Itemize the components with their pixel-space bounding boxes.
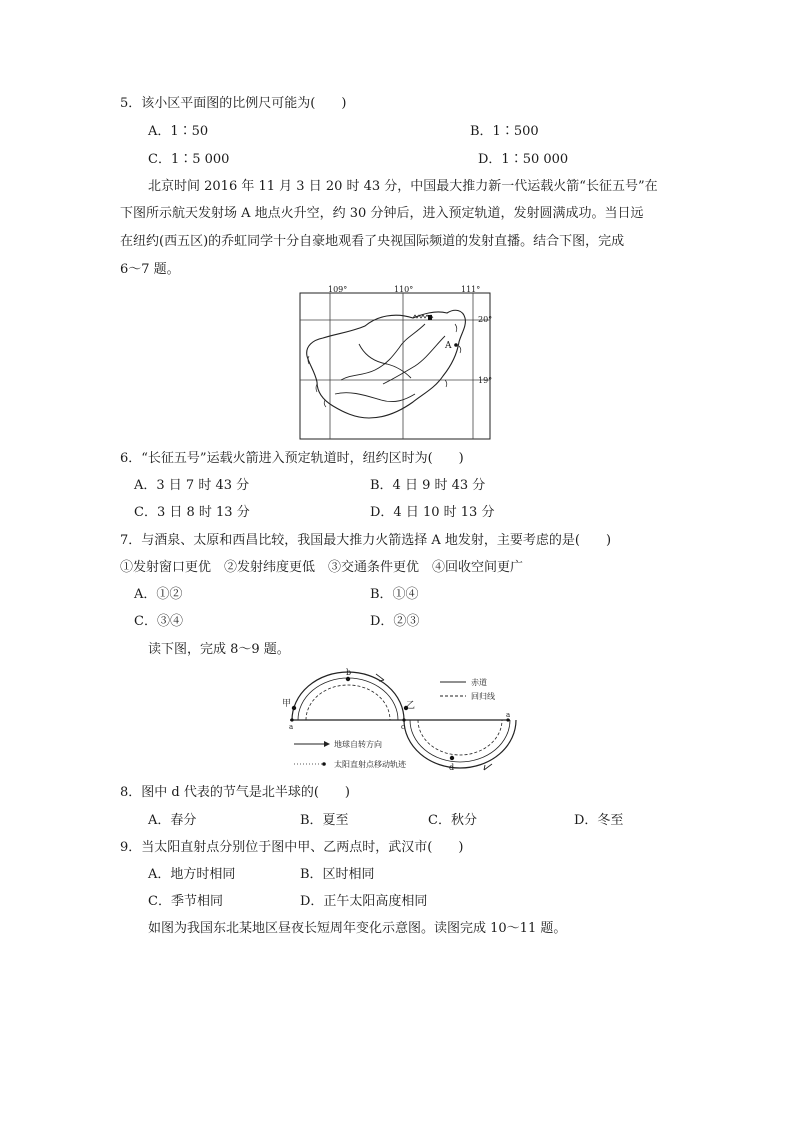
label-a-left: a — [289, 723, 294, 731]
lon-109-label: 109° — [328, 285, 348, 294]
sun-track-diagram — [280, 664, 520, 776]
q6-option-b: B．4 日 9 时 43 分 — [370, 478, 486, 493]
q6-option-c: C．3 日 8 时 13 分 — [134, 505, 250, 520]
intro-q8-9: 读下图，完成 8～9 题。 — [148, 642, 290, 657]
q7-option-a: A．①② — [134, 587, 183, 602]
q5-option-a: A．1∶50 — [148, 124, 209, 139]
q6-option-a: A．3 日 7 时 43 分 — [134, 478, 250, 493]
legend-tropic-label: 回归线 — [471, 692, 495, 701]
passage1-line3: 在纽约(西五区)的乔虹同学十分自豪地观看了央视国际频道的发射直播。结合下图，完成 — [120, 234, 625, 249]
point-a-left — [290, 718, 293, 721]
intro-q10-11: 如图为我国东北某地区昼夜长短周年变化示意图。读图完成 10～11 题。 — [148, 921, 567, 936]
point-c — [402, 718, 405, 721]
q5-option-b: B．1∶500 — [470, 124, 539, 139]
q7-stem: 7．与酒泉、太原和西昌比较，我国最大推力火箭选择 A 地发射，主要考虑的是( ) — [120, 533, 612, 548]
lower-tropic-arc — [418, 720, 502, 755]
q9-stem: 9．当太阳直射点分别位于图中甲、乙两点时，武汉市( ) — [120, 840, 464, 855]
passage1-line1: 北京时间 2016 年 11 月 3 日 20 时 43 分，中国最大推力新一代运载火箭“长征五号”在 — [148, 179, 658, 194]
legend-equator-label: 赤道 — [471, 678, 487, 687]
river-1 — [341, 324, 425, 380]
label-d: d — [449, 763, 455, 772]
label-c: c — [401, 723, 405, 731]
q5-option-c: C．1∶5 000 — [148, 152, 230, 167]
hainan-map — [295, 284, 495, 442]
launch-site-a-dot — [454, 343, 458, 347]
lower-direction-arrow — [484, 764, 492, 770]
q9-option-d: D．正午太阳高度相同 — [300, 894, 428, 909]
legend-track-label: 太阳直射点移动轨迹 — [334, 760, 406, 769]
lat-19-label: 19° — [478, 376, 493, 385]
lon-111-label: 111° — [461, 285, 481, 294]
q5-option-d: D．1∶50 000 — [478, 152, 569, 167]
q7-option-d: D．②③ — [370, 614, 420, 629]
river-2 — [383, 336, 445, 384]
point-d — [450, 756, 454, 760]
upper-track-inner — [298, 678, 398, 720]
q5-stem: 5．该小区平面图的比例尺可能为( ) — [120, 96, 347, 111]
lower-track-arc — [404, 720, 516, 768]
haikou-marker — [428, 315, 432, 320]
passage1-line2: 下图所示航天发射场 A 地点火升空，约 30 分钟后，进入预定轨道，发射圆满成功。当日远 — [120, 206, 644, 221]
coast-ticks — [308, 324, 461, 407]
point-b — [346, 677, 350, 681]
q7-choices-line: ①发射窗口更优 ②发射纬度更低 ③交通条件更优 ④回收空间更广 — [120, 560, 524, 575]
legend-rotation-label: 地球自转方向 — [334, 740, 382, 749]
q7-option-b: B．①④ — [370, 587, 419, 602]
q8-option-a: A．春分 — [148, 813, 197, 828]
q9-option-a: A．地方时相同 — [148, 867, 236, 882]
label-b: b — [346, 668, 352, 677]
q8-option-c: C．秋分 — [428, 813, 477, 828]
q6-stem: 6．“长征五号”运载火箭进入预定轨道时，纽约区时为( ) — [120, 451, 464, 466]
q9-option-b: B．区时相同 — [300, 867, 375, 882]
label-jia: 甲 — [282, 699, 292, 709]
lat-20-label: 20° — [478, 315, 493, 324]
launch-site-a-label: A — [445, 341, 452, 351]
q8-option-b: B．夏至 — [300, 813, 349, 828]
q9-option-c: C．季节相同 — [148, 894, 223, 909]
legend-rotation-arrowhead — [324, 741, 330, 747]
lower-track-inner — [410, 720, 510, 762]
q8-stem: 8．图中 d 代表的节气是北半球的( ) — [120, 785, 351, 800]
q8-option-d: D．冬至 — [574, 813, 624, 828]
label-a-right: a — [506, 711, 511, 719]
lon-110-label: 110° — [394, 285, 414, 294]
passage1-line4: 6～7 题。 — [120, 262, 180, 277]
legend-track-dot — [322, 762, 326, 766]
point-jia — [292, 706, 296, 710]
q6-option-d: D．4 日 10 时 13 分 — [370, 505, 495, 520]
upper-tropic-arc — [306, 685, 390, 720]
label-yi: 乙 — [406, 701, 416, 711]
q7-option-c: C．③④ — [134, 614, 183, 629]
